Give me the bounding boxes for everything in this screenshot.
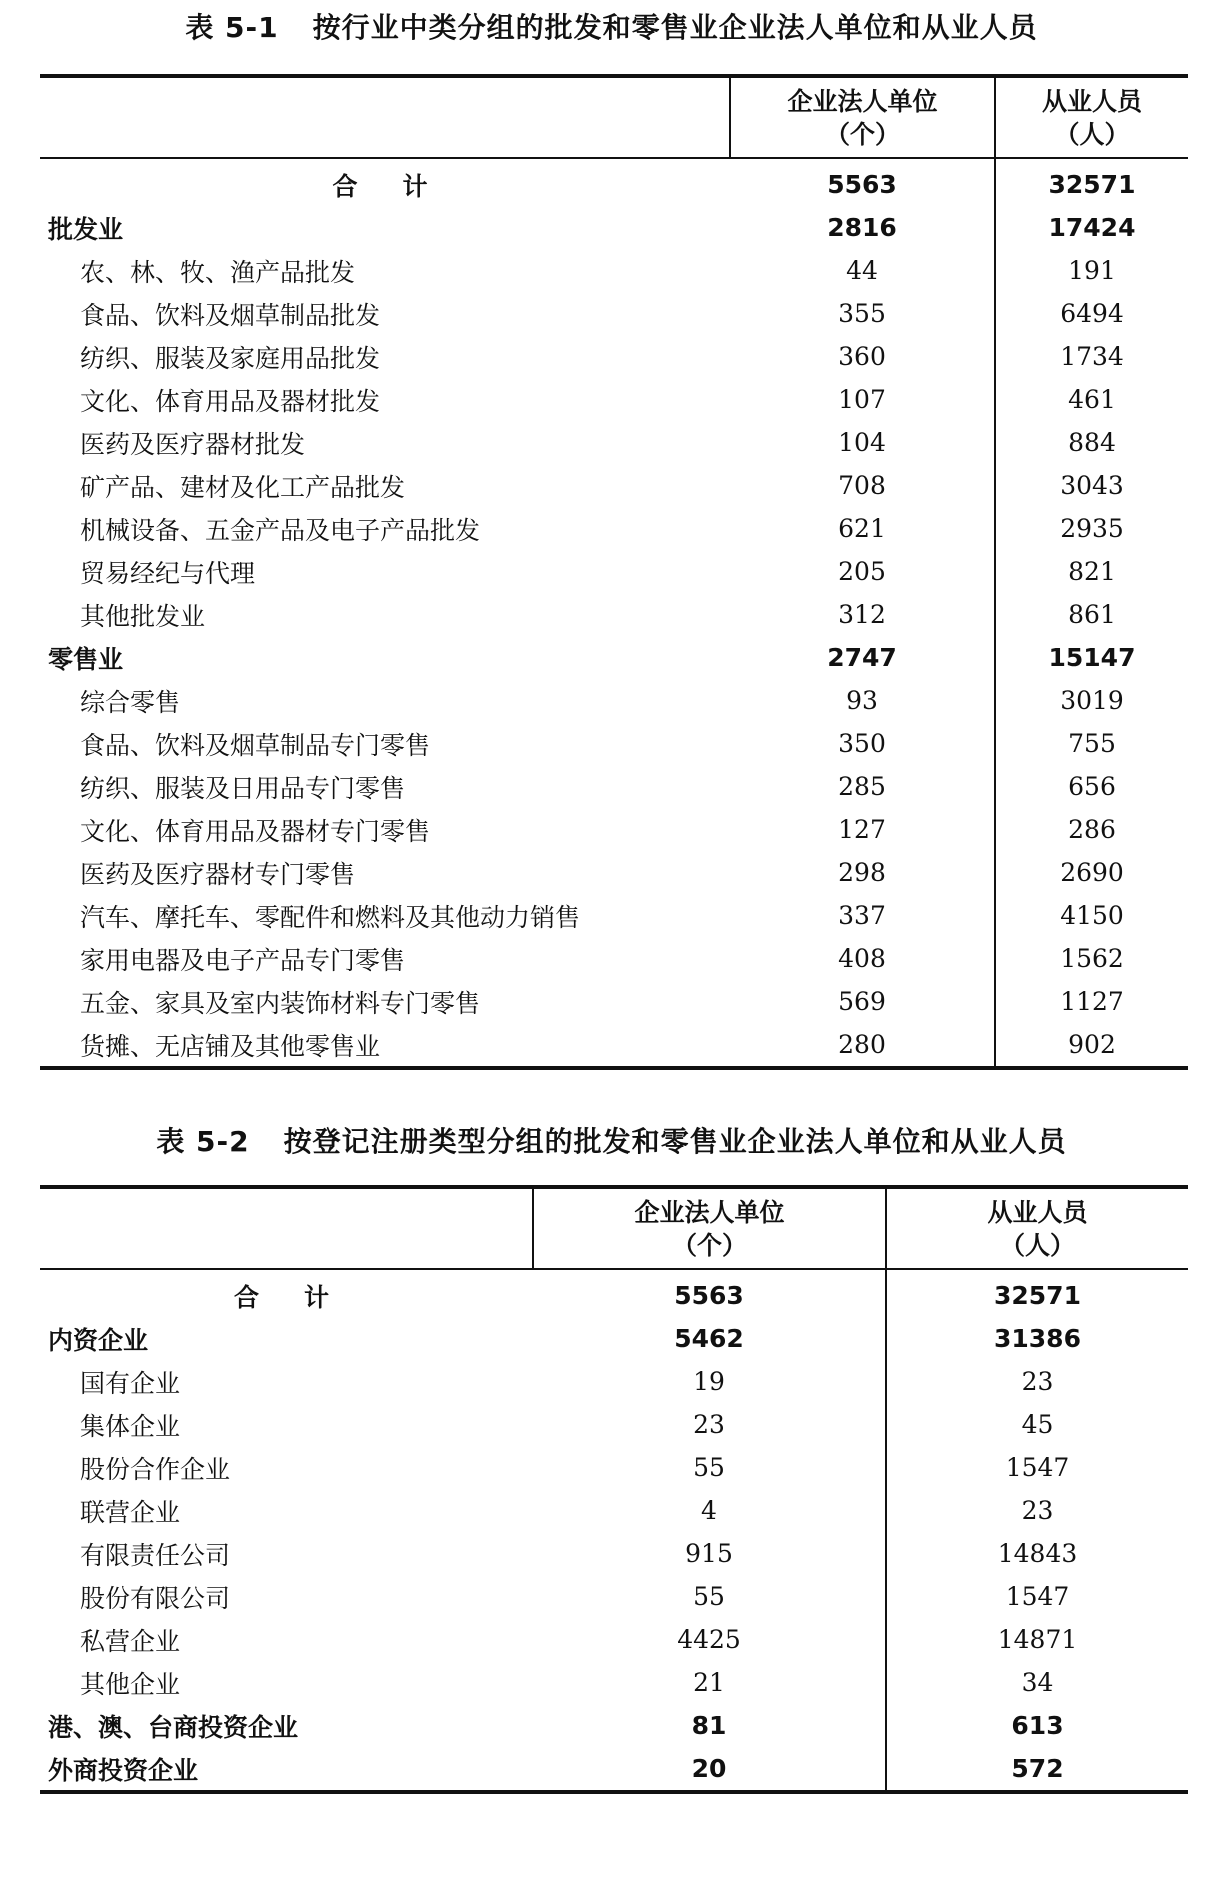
table-row (40, 808, 1188, 851)
header-employees-unit: （人） (1054, 119, 1130, 149)
table-row (40, 206, 1188, 249)
row-label: 其他企业 (80, 1669, 181, 1699)
units-cell: 408 (730, 937, 995, 980)
table-row (40, 1661, 1188, 1704)
row-label: 股份合作企业 (80, 1454, 231, 1484)
header-employees-label: 从业人员 (987, 1197, 1088, 1227)
table-row (40, 679, 1188, 722)
employees-cell: 3019 (1060, 686, 1124, 715)
employees-cell: 461 (1068, 385, 1116, 414)
header-units-label: 企业法人单位 (634, 1197, 785, 1227)
employees-cell: 23 (1021, 1367, 1054, 1396)
employees-cell: 1734 (1060, 342, 1124, 371)
header-units-unit: （个） (671, 1230, 747, 1260)
units-cell: 2747 (730, 636, 995, 679)
units-cell: 298 (730, 851, 995, 894)
units-cell: 5563 (533, 1269, 886, 1317)
units-cell: 127 (730, 808, 995, 851)
table-5-2-header-blank (40, 1187, 533, 1269)
employees-cell: 1547 (1005, 1582, 1070, 1611)
employees-cell: 14871 (997, 1625, 1078, 1654)
employees-cell: 15147 (1048, 643, 1136, 672)
group-label: 港、澳、台商投资企业 (48, 1712, 299, 1742)
row-label: 私营企业 (80, 1626, 181, 1656)
units-cell: 107 (730, 378, 995, 421)
units-cell: 355 (730, 292, 995, 335)
table-5-2-header-units (533, 1187, 886, 1269)
employees-cell: 755 (1068, 729, 1116, 758)
table-row (40, 851, 1188, 894)
row-label: 矿产品、建材及化工产品批发 (80, 472, 406, 502)
group-label: 外商投资企业 (40, 1747, 533, 1792)
table-row (40, 507, 1188, 550)
table-5-2-body (40, 1269, 1188, 1792)
units-cell: 205 (730, 550, 995, 593)
table-row (40, 765, 1188, 808)
row-label: 机械设备、五金产品及电子产品批发 (80, 515, 481, 545)
row-label: 食品、饮料及烟草制品专门零售 (80, 730, 431, 760)
table-row (40, 1532, 1188, 1575)
employees-cell: 32571 (994, 1281, 1081, 1310)
row-label: 综合零售 (80, 687, 181, 717)
table-5-1-header-employees (995, 76, 1188, 158)
group-label: 零售业 (48, 644, 124, 674)
units-cell: 20 (533, 1747, 886, 1792)
table-row (40, 421, 1188, 464)
employees-cell: 656 (1068, 772, 1116, 801)
row-label: 食品、饮料及烟草制品批发 (80, 300, 381, 330)
table-row (40, 593, 1188, 636)
employees-cell: 2935 (1060, 514, 1124, 543)
table-5-2 (40, 1185, 1188, 1794)
employees-cell: 1127 (1060, 987, 1124, 1016)
employees-cell: 884 (1068, 428, 1116, 457)
table-row (40, 550, 1188, 593)
header-units-label: 企业法人单位 (787, 86, 938, 116)
row-label: 有限责任公司 (80, 1540, 231, 1570)
table-5-1 (40, 74, 1188, 1070)
employees-cell: 1562 (1060, 944, 1124, 973)
row-label: 文化、体育用品及器材批发 (80, 386, 381, 416)
units-cell: 21 (533, 1661, 886, 1704)
employees-cell: 861 (1068, 600, 1116, 629)
units-cell: 4 (533, 1489, 886, 1532)
total-label: 合 计 (233, 1282, 339, 1312)
header-employees-label: 从业人员 (1041, 86, 1142, 116)
row-label: 货摊、无店铺及其他零售业 (40, 1023, 730, 1068)
row-label: 集体企业 (80, 1411, 181, 1441)
row-label: 国有企业 (80, 1368, 181, 1398)
employees-cell: 31386 (994, 1324, 1081, 1353)
employees-cell: 572 (886, 1747, 1188, 1792)
employees-cell: 6494 (1060, 299, 1124, 328)
table-5-1-header-blank (40, 76, 730, 158)
employees-cell: 4150 (1060, 901, 1124, 930)
table-row (40, 335, 1188, 378)
table-row (40, 1575, 1188, 1618)
table-row (40, 249, 1188, 292)
units-cell: 5462 (533, 1317, 886, 1360)
units-cell: 350 (730, 722, 995, 765)
table-row (40, 464, 1188, 507)
row-label: 家用电器及电子产品专门零售 (80, 945, 406, 975)
employees-cell: 3043 (1060, 471, 1124, 500)
table-5-2-title-text: 按登记注册类型分组的批发和零售业企业法人单位和从业人员 (283, 1125, 1067, 1158)
units-cell: 19 (533, 1360, 886, 1403)
table-row (40, 158, 1188, 206)
table-row (40, 722, 1188, 765)
units-cell: 621 (730, 507, 995, 550)
employees-cell: 2690 (1060, 858, 1124, 887)
total-label: 合 计 (332, 171, 438, 201)
units-cell: 4425 (533, 1618, 886, 1661)
header-units-unit: （个） (824, 119, 900, 149)
employees-cell: 34 (1021, 1668, 1054, 1697)
table-row (40, 1360, 1188, 1403)
row-label: 汽车、摩托车、零配件和燃料及其他动力销售 (80, 902, 581, 932)
employees-cell: 45 (1021, 1410, 1054, 1439)
table-row (40, 1446, 1188, 1489)
employees-cell: 613 (1011, 1711, 1064, 1740)
employees-cell: 821 (1068, 557, 1116, 586)
row-label: 农、林、牧、渔产品批发 (80, 257, 356, 287)
table-row (40, 937, 1188, 980)
table-row (40, 1023, 1188, 1068)
units-cell: 569 (730, 980, 995, 1023)
units-cell: 55 (533, 1575, 886, 1618)
units-cell: 5563 (730, 158, 995, 206)
row-label: 五金、家具及室内装饰材料专门零售 (80, 988, 481, 1018)
units-cell: 2816 (730, 206, 995, 249)
row-label: 贸易经纪与代理 (80, 558, 256, 588)
row-label: 股份有限公司 (80, 1583, 231, 1613)
units-cell: 337 (730, 894, 995, 937)
table-5-1-header-row (40, 76, 1188, 158)
table-row (40, 1269, 1188, 1317)
row-label: 纺织、服装及日用品专门零售 (80, 773, 406, 803)
table-5-1-number: 表 5-1 (185, 11, 279, 44)
table-row (40, 378, 1188, 421)
units-cell: 360 (730, 335, 995, 378)
row-label: 联营企业 (80, 1497, 181, 1527)
table-5-1-title-text: 按行业中类分组的批发和零售业企业法人单位和从业人员 (312, 11, 1038, 44)
employees-cell: 32571 (1048, 170, 1136, 199)
units-cell: 93 (730, 679, 995, 722)
table-5-1-title (0, 6, 1223, 46)
group-label: 内资企业 (48, 1325, 149, 1355)
units-cell: 312 (730, 593, 995, 636)
units-cell: 44 (730, 249, 995, 292)
table-row (40, 1489, 1188, 1532)
units-cell: 81 (533, 1704, 886, 1747)
table-row (40, 292, 1188, 335)
employees-cell: 286 (1068, 815, 1116, 844)
group-label: 批发业 (48, 214, 124, 244)
table-5-1-body (40, 158, 1188, 1068)
table-row (40, 1403, 1188, 1446)
header-employees-unit: （人） (999, 1230, 1075, 1260)
table-row (40, 1618, 1188, 1661)
units-cell: 55 (533, 1446, 886, 1489)
table-row (40, 1704, 1188, 1747)
employees-cell: 17424 (1048, 213, 1136, 242)
table-row (40, 1747, 1188, 1792)
row-label: 文化、体育用品及器材专门零售 (80, 816, 431, 846)
table-5-2-title (0, 1120, 1223, 1160)
row-label: 医药及医疗器材专门零售 (80, 859, 356, 889)
employees-cell: 14843 (997, 1539, 1078, 1568)
units-cell: 285 (730, 765, 995, 808)
employees-cell: 23 (1021, 1496, 1054, 1525)
table-5-1-header-units (730, 76, 995, 158)
table-row (40, 894, 1188, 937)
units-cell: 280 (730, 1023, 995, 1068)
row-label: 其他批发业 (80, 601, 206, 631)
units-cell: 23 (533, 1403, 886, 1446)
table-row (40, 980, 1188, 1023)
table-row (40, 1317, 1188, 1360)
table-5-2-number: 表 5-2 (156, 1125, 250, 1158)
employees-cell: 1547 (1005, 1453, 1070, 1482)
units-cell: 104 (730, 421, 995, 464)
units-cell: 915 (533, 1532, 886, 1575)
row-label: 纺织、服装及家庭用品批发 (80, 343, 381, 373)
table-5-2-header-employees (886, 1187, 1188, 1269)
employees-cell: 902 (995, 1023, 1188, 1068)
employees-cell: 191 (1068, 256, 1116, 285)
table-row (40, 636, 1188, 679)
units-cell: 708 (730, 464, 995, 507)
row-label: 医药及医疗器材批发 (80, 429, 306, 459)
table-5-2-header-row (40, 1187, 1188, 1269)
